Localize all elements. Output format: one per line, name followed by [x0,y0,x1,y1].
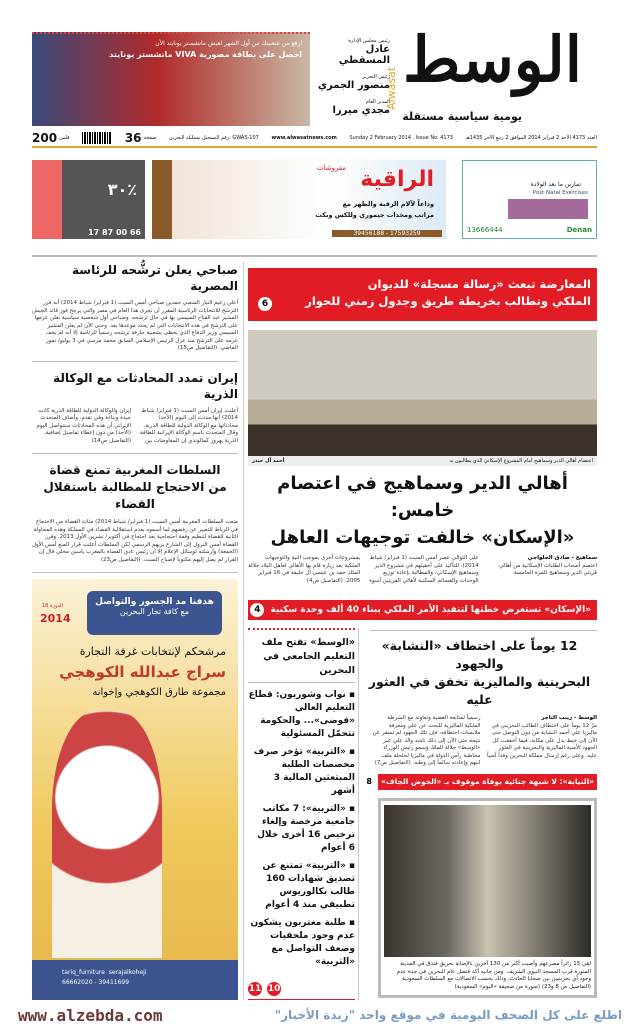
item-text: طلبة مغتربون يشكون عدم وجود ملحقيات وضعف التواصل مع «التربية» [250,918,355,967]
price-label: فلس [59,134,70,141]
caption-text: اعتصام أهالي الدير وسماهيج أمام المشروع الإسكاني الذي يطالبون به [449,458,593,464]
editor-name: منصور الجمري [317,80,390,91]
story-body: أعلنت إيران أمس السبت (1 فبراير/ شباط 2014) أنها مددت إلى اليوم (الأحد) محادثاتها مع الوكالة الدولية للطاقة الذرية. وقال المتحدث باسم الوكالة الإيرانية للطاقة الذرية بهروز كمالوندي إن المفاوضات بين إيران والوكالة الدولية للطاقة الذرية كانت جيدة وبناءة وفي تقدم. وأضاف المتحدث الإيراني أن هذه المحادثات ستتواصل اليوم (الأحد) من دون إعطاء تفاصيل إضافية. (التفاصيل ص14) [36,407,238,444]
list-item[interactable]: ▪ «التربية» تؤخر صرف مخصصات الطلبة المبتعثين المالية 3 أشهر [253,747,355,796]
denan-brand: Denan [566,226,592,234]
denan-title-en: Post Natal Exercises [532,190,588,196]
story-sabahi [32,262,238,362]
top-ad[interactable] [32,32,310,126]
list-item[interactable]: ▪ طلبة مغتربون يشكون عدم وجود ملحقيات وضعف التواصل مع «التربية» [250,918,355,967]
barcode [82,132,112,144]
date-en: Sunday 2 February 2014 . Issue No. 4173 [349,134,453,141]
logo-ar: الوسط [403,23,582,96]
kidnap-body [370,715,597,768]
session: الدورة 18 [42,603,63,609]
main-byline: سماهيج - صادق الحلواجي [527,555,597,561]
footer-text: اطلع على كل الصحف اليومية في موقع واحد "زبدة الأخبار" [274,1008,622,1022]
housing-banner[interactable] [248,600,597,620]
item-text: نواب وشوريون: قطاع التعليم العالي «فوضى»... والحكومة تتحمّل المسئولية [248,690,355,739]
banner-line1: المعارضة تبعث «رسالة مسجلة» للديوان [367,277,591,291]
page-ref: 4 [250,603,264,617]
divider [32,255,597,257]
gold-rule [32,146,597,148]
kidnap-byline: الوسط - زينب التاجر [541,715,597,721]
denan-title: تمارين ما بعد الولادة [530,181,581,188]
slogan1: هدفنا مد الجسور والتواصل [95,597,214,607]
raqia-sub: مفروشات [316,164,346,172]
photo-credit: أحمد آل حيدر [252,458,285,464]
page-ref: 10 [267,984,281,994]
kidnap-line2: البحرينية والماليزية تخفق في العثور عليه [368,674,591,707]
footer-url[interactable]: www.alzebda.com [18,1005,163,1025]
story-morocco [32,454,238,573]
footer-banner[interactable] [18,1003,622,1027]
mecca-caption: لقي 15 زائراً مصرعهم وأصيب أكثر من 130 آخرين بالإصابة بحريق فندق في المدينة المنورة قرب المسجد النبوي الشريف. ومن جانبه أكد قنصل عام البحرين في جدة عدم وجود أي بحرينيين بين ضحايا الحادث، وذلك بحسب الاتصالات مع السلطات السعودية (التفاصيل ص 8 و23) (صورة من صحيفة «اليوم» السعودية) [396,961,591,990]
top-ad-line1: ارفع من شعبيتك من أول الشهر لعيش مانشستر يونايتد الأن [155,40,302,47]
editor-name: عادل المسقطي [338,44,390,66]
editor-role: رئيس التحرير [362,74,390,80]
opposition-banner[interactable] [248,268,597,321]
red-rule [248,628,355,630]
column-divider [358,628,359,1000]
editor-role: رئيس مجلس الإدارة [348,38,390,44]
photo-caption [248,456,597,466]
prosecution-banner[interactable] [366,774,597,790]
website[interactable]: www.alwasatnews.com [271,134,337,141]
raqia-phone: 39456188 - 17593259 [332,230,442,237]
year: 2014 [40,612,71,625]
main-col2: على التوالي عصر أمس السبت (1 فبراير/ شباط 2014)، للتأكيد على أحقيتهم في مشروع الدير وسماهيج الإسكاني، والمطالبة بإعادة توزيع الوحدات والقسائم السكنية لأهالي القريتين أسوة [369,555,479,584]
pages-label: صفحة [143,134,157,141]
editors [312,38,390,116]
candidate-photo [52,711,162,958]
list-item[interactable]: ▪ نواب وشوريون: قطاع التعليم العالي «فوضى»... والحكومة تتحمّل المسئولية [248,690,355,739]
kidnap-section [362,628,597,998]
education-section [248,628,355,1000]
logo [385,23,600,128]
housing-text: «الإسكان» تستعرض خطتها لتنفيذ الأمر الملكي ببناء 40 ألف وحدة سكنية [270,605,591,615]
list-item[interactable]: ▪ «التربية»: 7 مكاتب جامعية مرخصة وإلغاء ترخيص 16 أخرى خلال 6 أعوام [257,804,355,853]
candidate-line: مرشحكم لإنتخابات غرفة التجارة [79,645,226,658]
top-ad-line2: احصل على بطاقة مصورية VIVA مانشستر يونايتد [109,50,302,59]
page-ref: 11 [248,984,262,994]
page-ref: 8 [363,776,375,788]
list-item[interactable]: ▪ «التربية» تمتنع عن تصديق شهادات 160 طالب بكالوريوس تطبيقي منذ 4 أعوام [262,861,355,910]
tagline: يومية سياسية مستقلة [402,110,522,123]
main-headline-2: «الإسكان» خالفت توجيهات العاهل [270,527,575,548]
slogan2: مع كافة تجار البحرين [119,607,190,616]
item-text: «التربية»: 7 مكاتب جامعية مرخصة وإلغاء ترخيص 16 أخرى خلال 6 أعوام [257,804,355,853]
main-story [248,470,597,620]
item-text: «التربية» تؤخر صرف مخصصات الطلبة المبتعثين المالية 3 أشهر [253,747,355,796]
headline-1[interactable]: السلطات المغربية تمنع قضاة [49,463,221,477]
item-text: «التربية» تمتنع عن تصديق شهادات 160 طالب بكالوريوس تطبيقي منذ 4 أعوام [262,861,355,910]
mecca-box [378,798,597,999]
info-bar [32,130,597,145]
raqia-line2: مراتب ومخدات جيموري وللكس وبكث [315,211,434,219]
kidnap-headline[interactable] [362,637,597,709]
kidnap-col1: مرّ 12 يوماً على اختطاف الطالب البحريني في ماليزيا علي أحمد النشابة من دون التوصل حتى الآن إلى خيط يدل على مكانه، فيما أخفقت كل الجهود الأمنية الماليزية والبحرينية في العثور عليه. وعلى رغم إرسال مملكة البحرين وفداً أمنياً [487,722,597,759]
divider [370,630,597,631]
mecca-photo [384,805,591,958]
page-ref: 6 [258,297,272,311]
story-body: منعت السلطات المغربية أمس السبت (1 فبراير/ شباط 2014) مئات القضاة من الاحتجاج في الرباط للتعبير عن رفضهم لما أسموه بعدم استقلالية القضاء في المملكة وهذه المحاولة الثانية للقضاة لتنظيم وقفة احتجاجية بعد احتجاج في أكتوبر/ تشرين الأول 2013. وقرر القضاة أمس النزول إلى الشارع بزيهم الرسمي لكن السلطات أعلنت قرار المنع أمس الأول (الجمعة) وأرسلته لوسائل الإعلام إلا أن رئيس نادي القضاة بالمغرب ياسين مخلي قال إن القرار لم يصل إليهم مكتوباً لإصباح السبت. (التفاصيل ص23) [31,519,238,563]
editor-name: مجدي ميرزا [332,105,390,116]
headline[interactable]: صباحي يعلن ترشُّحه للرئاسة المصرية [72,263,238,293]
column-divider [243,262,244,1000]
headline-2[interactable]: من الاحتجاج للمطالبة باستقلال القضاء [43,480,227,511]
raqia-brand: الراقية [360,167,434,192]
registration: رقم التسجيل بمملكة البحرين: GWAS-107 [168,134,259,141]
page-refs [248,976,355,1000]
protest-photo [248,330,597,456]
candidate-group: مجموعة طارق الكوهجي وإخوانه [92,687,226,698]
logo-en: Alwasat [385,66,398,110]
page-count: 36 [124,130,142,145]
kidnap-col2: رسمياً لمتابعة القضية وتعاونه مع الشرطة الملكية الماليزية للبحث عن علي ومعرفة ملابسات اختطافه، فإن تلك الجهود لم تسفر عن نتيجة حتى الآن إلى ذلك ناشد والد علي عبر «الوسط» جلالة الملك وسمو رئيس الوزراء مخاطبة رأس الدولة في ماليزيا لحلحلة ملف ابنهم وإعادته سالماً إلى وطنه. (التفاصيل ص7) [372,715,481,766]
dental-phone: 17 87 00 66 [88,228,141,237]
denan-ad[interactable] [462,160,597,239]
story-iran [32,362,238,455]
main-col3: بمشروعات أخرى بموجب النية والتوجيهات الملكية بعد زيارة قام بها الأهالي لعاهل البلاد جلالة الملك حمد بن عيسى آل خليفة في 16 فبراير 2005. (التفاصيل ص4) [248,555,361,584]
candidate-ad[interactable] [32,579,238,1000]
date-ar: العدد 4173 الأحد 2 فبراير 2014 الموافق 2 ربيع الآخر 1435هـ [465,134,597,141]
banner-line2: الملكي وتطالب بخريطة طريق وجدول زمني للحوار [305,294,591,308]
denan-box [508,199,588,219]
denan-phone: 13666444 [467,226,503,234]
education-title[interactable]: «الوسط» تفتح ملف التعليم الجامعي في البحرين [248,636,355,683]
dental-offer: ٣٠٪ [107,180,137,199]
prosecution-text: «النيابة»: لا شبهة جنائية بوفاة موقوف بـ «الحوض الجاف» [381,777,594,786]
story-body: أعلن زعيم التيار الشعبي حمدين صباحي أمس السبت (1 فبراير/ شباط 2014) أنه قرر الترشح للانتخابات الرئاسية المقرر أن تجرى هذا العام في مصر والتي يرجح فوز قائد الجيش المشير عبد الفتاح السيسي بها في حال ترشحه. وصباحي أول شخصية سياسية تعلن عزمها على الترشح في هذه الانتخابات التي لم يحدد موعدها بعد. وحتى الآن لم يعلن المشير السيسي وزير الدفاع الذي يحظى بشعبية جارفة ترشحه رسمياً للرئاسة إلا أنه لم يخف عزمه على الترشح منذ عزل الرئيس الإسلامي السابق محمد مرسي في 3 يوليو/ تموز الماضي. (التفاصيل ص15) [32,300,238,351]
main-headline[interactable] [248,470,597,551]
dental-ad[interactable] [32,160,145,239]
editor-role: المدير العام [365,99,390,105]
raqia-ad[interactable] [152,160,446,239]
main-col1: اعتصم أصحاب الطلبات الإسكانية من أهالي قريتي الدير وسماهيج للمرة الخامسة [499,562,597,576]
kidnap-line1: 12 يوماً على اختطاف «النشابة» والجهود [381,638,578,671]
instagram-handle[interactable]: serajalkoheji [108,969,147,976]
main-body [248,555,597,600]
left-column [32,262,238,1000]
contact-bar [32,960,238,1000]
headline[interactable]: إيران تمدد المحادثات مع الوكالة الذرية [53,370,238,401]
candidate-name: سراج عبدالله الكوهجي [59,663,226,681]
contact-phones: 66662020 - 39411699 [62,979,130,986]
twitter-handle[interactable]: tariq_furniture [62,969,105,976]
price: 200 [32,130,58,145]
main-headline-1: أهالي الدير وسماهيج في اعتصام خامس: [277,473,568,521]
raqia-line1: وداعاً لآلام الرقبة والظهر مع [342,200,434,208]
